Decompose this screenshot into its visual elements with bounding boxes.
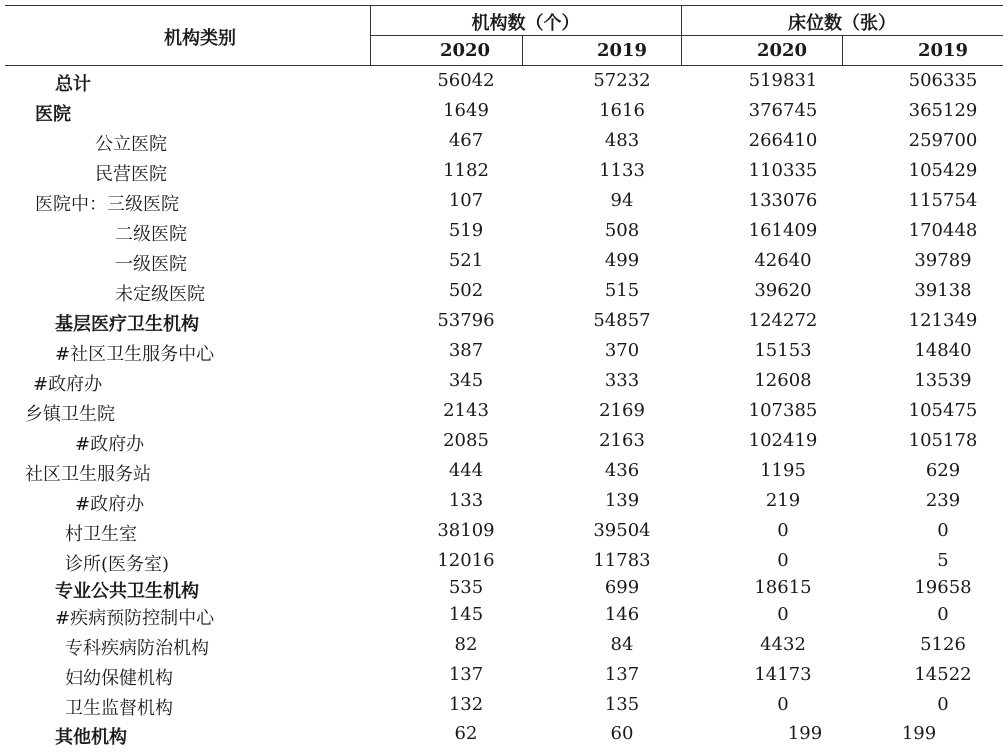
cell-institutions-2020: 82 [454,634,478,655]
cell-institutions-2020: 145 [448,604,484,625]
row-label: 卫生监督机构 [65,698,173,719]
cell-institutions-2019: 508 [604,220,640,241]
cell-institutions-2019: 39504 [593,520,651,541]
cell-beds-2019: 5126 [920,634,966,655]
cell-beds-2020: 133076 [748,190,818,211]
top-rule [5,5,1003,6]
cell-beds-2020: 15153 [754,340,812,361]
cell-beds-2020: 42640 [754,250,812,271]
cell-institutions-2020: 467 [448,130,484,151]
table-row [0,276,1008,306]
table-row [0,546,1008,576]
row-label: 二级医院 [115,224,187,245]
header-divider-4 [842,35,843,65]
cell-beds-2020: 107385 [748,400,818,421]
row-label: 专科疾病防治机构 [65,638,209,659]
cell-beds-2019: 105429 [908,160,978,181]
header-beds: 床位数（张） [788,13,896,34]
row-label: 社区卫生服务站 [25,464,151,485]
row-label: 乡镇卫生院 [25,404,115,425]
cell-beds-2019: 19658 [914,577,972,598]
header-year-inst-2019: 2019 [596,40,648,61]
table-row [0,126,1008,156]
row-label: #政府办 [75,434,145,455]
cell-institutions-2019: 139 [604,490,640,511]
cell-institutions-2020: 521 [448,250,484,271]
cell-beds-2020: 376745 [748,100,818,121]
cell-beds-2020: 110335 [748,160,818,181]
cell-institutions-2020: 2085 [443,430,489,451]
cell-institutions-2020: 38109 [437,520,495,541]
cell-beds-2019: 170448 [908,220,978,241]
cell-beds-2019: 105475 [908,400,978,421]
cell-beds-2020: 102419 [748,430,818,451]
cell-institutions-2020: 535 [448,577,484,598]
cell-beds-2019: 5 [937,550,949,571]
cell-beds-2019: 0 [937,604,949,625]
table-row [0,186,1008,216]
cell-beds-2020: 161409 [748,220,818,241]
table-row [0,600,1008,630]
table-row [0,573,1008,603]
cell-beds-2019: 0 [937,520,949,541]
cell-institutions-2019: 2163 [599,430,645,451]
cell-institutions-2020: 137 [448,664,484,685]
cell-beds-2020: 266410 [748,130,818,151]
table-row [0,396,1008,426]
cell-institutions-2020: 345 [448,370,484,391]
table-row [0,156,1008,186]
cell-institutions-2019: 499 [604,250,640,271]
table-row [0,630,1008,660]
table-row [0,516,1008,546]
table-row [0,216,1008,246]
cell-institutions-2020: 2143 [443,400,489,421]
cell-institutions-2020: 1649 [443,100,489,121]
cell-institutions-2020: 519 [448,220,484,241]
row-label: 公立医院 [95,134,167,155]
cell-institutions-2020: 62 [454,723,478,744]
table-row [0,719,1008,749]
table-row [0,486,1008,516]
cell-institutions-2019: 57232 [593,70,651,91]
cell-institutions-2020: 1182 [443,160,489,181]
cell-institutions-2019: 94 [610,190,634,211]
cell-institutions-2020: 387 [448,340,484,361]
cell-beds-2019: 115754 [908,190,978,211]
cell-beds-2020: 124272 [748,310,818,331]
row-label: 未定级医院 [115,284,205,305]
cell-institutions-2019: 146 [604,604,640,625]
cell-beds-2019: 14840 [914,340,972,361]
table-row [0,66,1008,96]
cell-beds-2019: 239 [925,490,961,511]
cell-beds-2019: 506335 [908,70,978,91]
cell-institutions-2020: 444 [448,460,484,481]
header-year-beds-2019: 2019 [917,40,969,61]
header-category: 机构类别 [164,28,236,49]
table-row [0,456,1008,486]
cell-beds-2020: 0 [777,694,789,715]
cell-institutions-2020: 133 [448,490,484,511]
header-year-inst-2020: 2020 [439,40,491,61]
header-institutions: 机构数（个） [471,13,580,34]
table-row [0,660,1008,690]
cell-beds-2020: 39620 [754,280,812,301]
row-label: 其他机构 [55,727,127,748]
cell-institutions-2020: 107 [448,190,484,211]
cell-beds-2019: 259700 [908,130,978,151]
cell-institutions-2019: 436 [604,460,640,481]
cell-beds-2019: 39138 [914,280,972,301]
row-label: #社区卫生服务中心 [55,344,215,365]
cell-beds-2020: 219 [765,490,801,511]
row-label: 村卫生室 [65,524,137,545]
row-label: 诊所(医务室) [65,554,170,575]
cell-institutions-2019: 1133 [599,160,645,181]
cell-beds-2019: 629 [925,460,961,481]
row-label: #政府办 [75,494,145,515]
row-label: 民营医院 [95,164,167,185]
header-year-beds-2020: 2020 [756,40,808,61]
cell-beds-2020: 0 [777,604,789,625]
row-label: 医院中：三级医院 [35,194,179,215]
cell-beds-2019: 365129 [908,100,978,121]
cell-beds-2019: 14522 [914,664,972,685]
cell-beds-2020: 1195 [760,460,806,481]
cell-institutions-2019: 483 [604,130,640,151]
cell-institutions-2019: 84 [610,634,634,655]
cell-institutions-2019: 699 [604,577,640,598]
cell-institutions-2019: 370 [604,340,640,361]
cell-institutions-2019: 60 [610,723,634,744]
row-label: 总计 [55,74,91,95]
cell-beds-2020: 14173 [754,664,812,685]
row-label: 妇幼保健机构 [65,668,173,689]
cell-institutions-2020: 132 [448,694,484,715]
cell-institutions-2020: 502 [448,280,484,301]
cell-beds-2019: 0 [937,694,949,715]
row-label: 基层医疗卫生机构 [55,314,199,335]
cell-beds-2019: 105178 [908,430,978,451]
cell-beds-2019: 13539 [914,370,972,391]
cell-institutions-2020: 12016 [437,550,495,571]
cell-beds-2020: 4432 [760,634,806,655]
cell-beds-2020: 519831 [748,70,818,91]
cell-institutions-2020: 53796 [437,310,495,331]
cell-beds-2020: 0 [777,520,789,541]
cell-institutions-2019: 135 [604,694,640,715]
cell-beds-2019: 121349 [908,310,978,331]
cell-institutions-2019: 1616 [599,100,645,121]
row-label: 专业公共卫生机构 [55,581,199,602]
table-row [0,366,1008,396]
cell-institutions-2020: 56042 [437,70,495,91]
cell-beds-2020: 12608 [754,370,812,391]
table-row [0,96,1008,126]
cell-institutions-2019: 333 [604,370,640,391]
cell-beds-2020: 199 [787,723,823,744]
table-row [0,306,1008,336]
cell-beds-2020: 0 [777,550,789,571]
cell-institutions-2019: 54857 [593,310,651,331]
row-label: #政府办 [33,374,103,395]
row-label: #疾病预防控制中心 [55,608,215,629]
row-label: 一级医院 [115,254,187,275]
cell-beds-2020: 18615 [754,577,812,598]
cell-institutions-2019: 137 [604,664,640,685]
cell-institutions-2019: 2169 [599,400,645,421]
table-row [0,246,1008,276]
row-label: 医院 [35,104,71,125]
table-row [0,690,1008,720]
cell-institutions-2019: 11783 [593,550,651,571]
header-mid-rule [370,35,1003,36]
cell-beds-2019: 199 [901,723,937,744]
table-row [0,336,1008,366]
cell-beds-2019: 39789 [914,250,972,271]
cell-institutions-2019: 515 [604,280,640,301]
table-row [0,426,1008,456]
